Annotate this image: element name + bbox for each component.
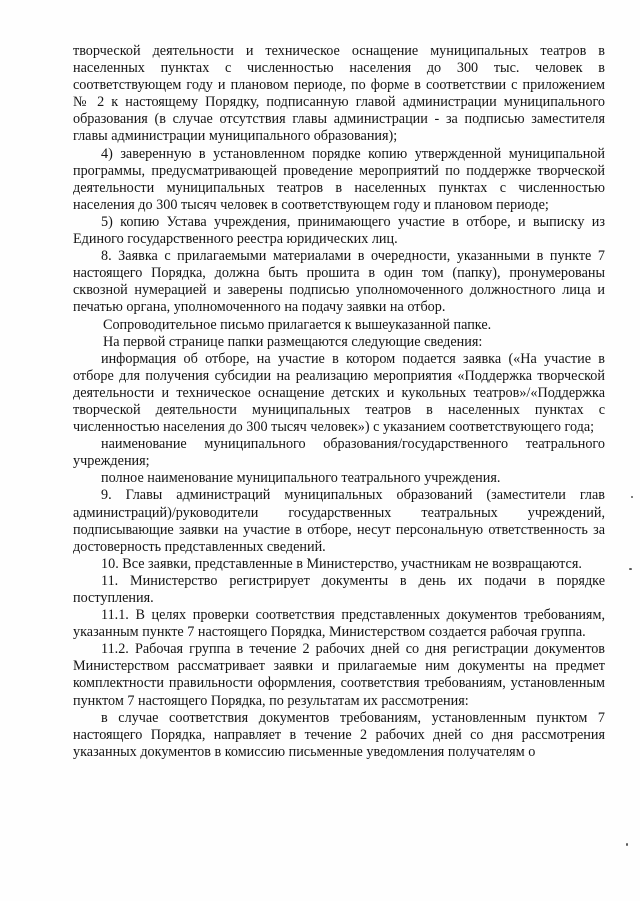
- paragraph-item-4: 4) заверенную в установленном порядке копию утвержденной муниципальной программы, предусматривающей проведение мероприятий по поддержке творческой деятельности муниципальных театров в населенных пунктах с численностью населения до 300 тысяч человек в соответствующем году и плановом периоде;: [73, 145, 605, 213]
- paragraph-compliance-case: в случае соответствия документов требованиям, установленным пунктом 7 настоящего Порядка, направляет в течение 2 рабочих дней со дня рассмотрения указанных документов в комиссию письменные уведомления получателям о: [73, 709, 605, 760]
- paragraph-theatre-name: полное наименование муниципального театрального учреждения.: [101, 470, 501, 487]
- scan-speck: [626, 843, 628, 846]
- scan-speck: [629, 568, 632, 570]
- paragraph-item-5: 5) копию Устава учреждения, принимающего участие в отборе, и выписку из Единого государственного реестра юридических лиц.: [73, 213, 605, 248]
- scan-speck: [631, 496, 633, 498]
- paragraph-clause-9: 9. Главы администраций муниципальных образований (заместители глав администраций)/руководители государственных театральных учреждений, подписывающие заявки на участие в отборе, несут персональную ответственность за достоверность представленных сведений.: [73, 487, 605, 555]
- paragraph-selection-info: информация об отборе, на участие в котором подается заявка («На участие в отборе для получения субсидии на реализацию мероприятия «Поддержка творческой деятельности и техническое оснащение детских и кукольных театров»/«Поддержка творческой деятельности муниципальных театров в населенных пунктах с численностью населения до 300 тысяч человек») с указанием соответствующего года;: [73, 350, 605, 436]
- paragraph-clause-10: 10. Все заявки, представленные в Министерство, участникам не возвращаются.: [101, 555, 582, 572]
- paragraph-clause-11-2: 11.2. Рабочая группа в течение 2 рабочих дней со дня регистрации документов Министерством рассматривает заявки и прилагаемые ним документы на предмет комплектности правильности оформления, соответствия требованиям, установленным пунктом 7 настоящего Порядка, по результатам их рассмотрения:: [73, 641, 605, 709]
- paragraph-continuation: творческой деятельности и техническое оснащение муниципальных театров в населенных пунктах с численностью населения до 300 тыс. человек в соответствующем году и плановом периоде, по форме в соответствии с приложением № 2 к настоящему Порядку, подписанную главой администрации муниципального образования (в случае отсутствия главы администрации - за подписью заместителя главы администрации муниципального образования);: [73, 43, 605, 145]
- paragraph-cover-letter: Сопроводительное письмо прилагается к вышеуказанной папке.: [103, 316, 492, 333]
- paragraph-clause-11-1: 11.1. В целях проверки соответствия представленных документов требованиям, указанным пункте 7 настоящего Порядка, Министерством создается рабочая группа.: [73, 607, 605, 641]
- paragraph-first-page: На первой странице папки размещаются следующие сведения:: [103, 333, 483, 350]
- paragraph-clause-11: 11. Министерство регистрирует документы в день их подачи в порядке поступления.: [73, 572, 605, 606]
- paragraph-clause-8: 8. Заявка с прилагаемыми материалами в очередности, указанными в пункте 7 настоящего Порядка, должна быть прошита в один том (папку), пронумерованы сквозной нумерацией и заверены подписью уполномоченного должностного лица и печатью органа, уполномоченного на подачу заявки на отбор.: [73, 248, 605, 316]
- document-body: [73, 43, 605, 761]
- paragraph-municipality-name: наименование муниципального образования/государственного театрального учреждения;: [73, 436, 605, 470]
